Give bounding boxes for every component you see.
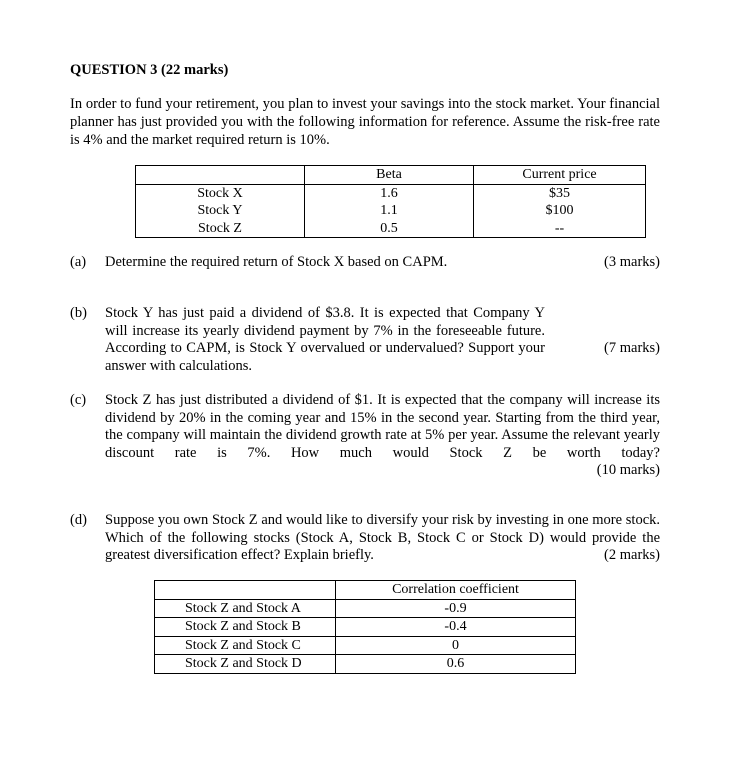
price-value: $35 bbox=[549, 185, 570, 201]
question-marks: (2 marks) bbox=[604, 547, 660, 563]
table-row bbox=[155, 636, 576, 655]
stock-name: Stock Z bbox=[198, 220, 242, 236]
table-header-cell: Beta bbox=[305, 166, 474, 185]
question-marks: (7 marks) bbox=[604, 340, 660, 356]
intro-paragraph: In order to fund your retirement, you plan to invest your savings into the stock market. Your financial planner has just provided you with the following information for reference. Assume the risk-free rate is 4% and the market required return is 10%. bbox=[70, 96, 660, 148]
table-row bbox=[155, 618, 576, 637]
question-d bbox=[70, 512, 660, 566]
question-marks: (3 marks) bbox=[604, 254, 660, 270]
question-label: (a) bbox=[70, 254, 87, 270]
table-row bbox=[136, 184, 646, 238]
beta-value: 0.5 bbox=[380, 220, 398, 236]
stock-name: Stock Y bbox=[197, 203, 243, 218]
table-header-cell: Current price bbox=[474, 166, 646, 185]
pair-name: Stock Z and Stock D bbox=[155, 655, 336, 674]
question-heading: QUESTION 3 (22 marks) bbox=[70, 62, 229, 78]
question-label: (c) bbox=[70, 392, 87, 408]
correlation-value: -0.9 bbox=[336, 599, 576, 618]
correlation-value: 0 bbox=[336, 636, 576, 655]
table-header-cell: Correlation coefficient bbox=[336, 581, 576, 600]
table-row bbox=[155, 655, 576, 674]
question-text: Determine the required return of Stock X based on CAPM. bbox=[105, 254, 448, 270]
question-text: Stock Z has just distributed a dividend of $1. It is expected that the company will increase its dividend by 20% in the coming year and 15% in the second year. Starting from the third year, the company will maintain the dividend growth rate at 5% per year. Assume the relevant yearly discount rate is 7%. How much would Stock Z be worth today? bbox=[105, 392, 660, 461]
stock-name: Stock X bbox=[197, 185, 243, 201]
table-header-cell bbox=[136, 166, 305, 185]
question-c bbox=[70, 392, 660, 482]
table-header-row bbox=[155, 581, 576, 600]
table-header-cell bbox=[155, 581, 336, 600]
question-a bbox=[70, 254, 660, 272]
beta-value: 1.1 bbox=[380, 203, 398, 218]
table-header-row bbox=[136, 166, 646, 185]
correlation-value: 0.6 bbox=[336, 655, 576, 674]
table-row bbox=[155, 599, 576, 618]
price-values-cell bbox=[474, 184, 646, 238]
question-marks: (10 marks) bbox=[596, 462, 660, 478]
question-b bbox=[70, 305, 660, 374]
correlation-value: -0.4 bbox=[336, 618, 576, 637]
pair-name: Stock Z and Stock B bbox=[155, 618, 336, 637]
question-label: (d) bbox=[70, 512, 87, 528]
beta-values-cell bbox=[305, 184, 474, 238]
beta-value: 1.6 bbox=[380, 185, 398, 201]
price-value: $100 bbox=[545, 203, 574, 218]
question-text: Stock Y has just paid a dividend of $3.8. It is expected that Company Y will increase its yearly dividend payment by 7% in the foreseeable future. According to CAPM, is Stock Y overvalued or undervalued? Support your answer with calculations. bbox=[105, 305, 545, 374]
stock-names-cell bbox=[136, 184, 305, 238]
question-text: Suppose you own Stock Z and would like to diversify your risk by investing in one more stock. Which of the following stocks (Stock A, Stock B, Stock C or Stock D) would provide the greatest diversification effect? Explain briefly. bbox=[105, 512, 660, 563]
pair-name: Stock Z and Stock C bbox=[155, 636, 336, 655]
pair-names-cell bbox=[155, 599, 336, 618]
stock-info-table bbox=[135, 165, 646, 238]
pair-name: Stock Z and Stock A bbox=[185, 600, 301, 616]
price-value: -- bbox=[554, 220, 565, 236]
question-label: (b) bbox=[70, 305, 87, 321]
correlation-table bbox=[154, 580, 576, 674]
